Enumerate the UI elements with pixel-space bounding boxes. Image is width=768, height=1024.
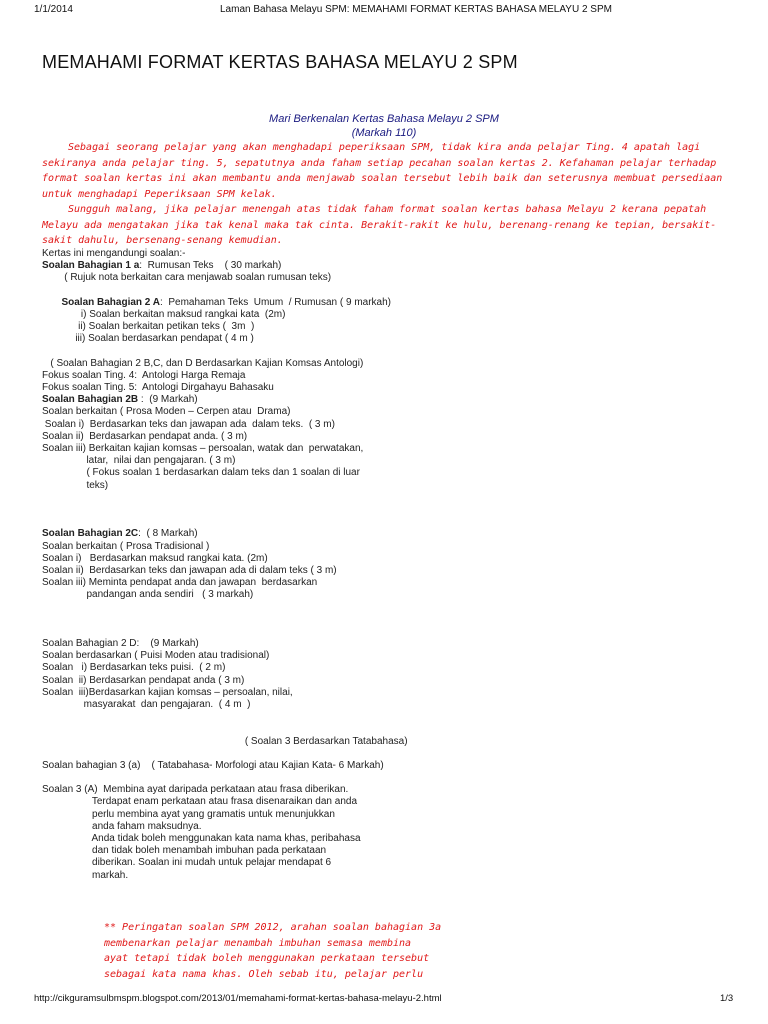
body-line: i) Soalan berkaitan maksud rangkai kata (2m): [42, 308, 286, 320]
body-line: Soalan ii) Berdasarkan pendapat anda. ( 3 m): [42, 430, 248, 442]
body-line: teks): [42, 479, 109, 491]
note-line: sebagai kata nama khas. Oleh sebab itu, pelajar perlu: [104, 968, 424, 980]
print-header-title: Laman Bahasa Melayu SPM: MEMAHAMI FORMAT KERTAS BAHASA MELAYU 2 SPM: [220, 4, 612, 15]
body-line: Anda tidak boleh menggunakan kata nama khas, peribahasa: [42, 833, 361, 844]
body-line: Fokus soalan Ting. 5: Antologi Dirgahayu Bahasaku: [42, 382, 274, 394]
body-line: Soalan berkaitan ( Prosa Moden – Cerpen atau Drama): [42, 406, 291, 418]
body-line: ii) Soalan berkaitan petikan teks ( 3m ): [42, 321, 255, 333]
body-line: latar, nilai dan pengajaran. ( 3 m): [42, 455, 236, 467]
page-title: MEMAHAMI FORMAT KERTAS BAHASA MELAYU 2 SPM: [42, 52, 518, 72]
body-line: Soalan i) Berdasarkan teks puisi. ( 2 m): [42, 662, 226, 674]
body-line: Soalan bahagian 3 (a) ( Tatabahasa- Morfologi atau Kajian Kata- 6 Markah): [42, 759, 384, 771]
note-line: membenarkan pelajar menambah imbuhan semasa membina: [104, 937, 412, 949]
intro-paragraph-2: Sungguh malang, jika pelajar menengah atas tidak faham format soalan kertas bahasa Melayu 2 kerana pepatah Melayu ada mengatakan jika tak kenal maka tak cinta. Berakit-rakit ke hulu, berenang-renang ke tepian, bersakit-sakit dahulu, bersenang-senang kemudian.: [42, 204, 717, 246]
body-line: ( Soalan Bahagian 2 B,C, dan D Berdasarkan Kajian Komsas Antologi): [42, 357, 364, 369]
section-line: [42, 260, 408, 272]
body-line: Soalan iii) Meminta pendapat anda dan jawapan berdasarkan: [42, 577, 318, 589]
body-line: Kertas ini mengandungi soalan:-: [42, 248, 186, 259]
body-line: Terdapat enam perkataan atau frasa disenaraikan dan anda: [42, 796, 358, 808]
section-line: [42, 297, 408, 309]
body-line: anda faham maksudnya.: [42, 820, 202, 832]
body-line: ( Rujuk nota berkaitan cara menjawab soalan rumusan teks): [42, 272, 332, 284]
body-line: Soalan ii) Berdasarkan pendapat anda ( 3 m): [42, 674, 245, 686]
body-line: Soalan iii) Berkaitan kajian komsas – persoalan, watak dan perwatakan,: [42, 443, 364, 454]
body-line: Soalan iii)Berdasarkan kajian komsas – persoalan, nilai,: [42, 686, 293, 698]
section-line: [42, 528, 408, 540]
body-line: ( Soalan 3 Berdasarkan Tatabahasa): [42, 735, 408, 747]
intro-subheading: (Markah 110): [351, 127, 417, 139]
body-line: ( Fokus soalan 1 berdasarkan dalam teks dan 1 soalan di luar: [42, 467, 360, 479]
red-note: [104, 920, 441, 982]
body-line: masyarakat dan pengajaran. ( 4 m ): [42, 698, 251, 710]
section-detail: : ( 8 Markah): [138, 528, 198, 540]
section-heading: Soalan Bahagian 1 a: [42, 260, 140, 272]
body-line: Soalan i) Berdasarkan teks dan jawapan ada dalam teks. ( 3 m): [42, 418, 335, 430]
body-line: pandangan anda sendiri ( 3 markah): [42, 589, 254, 601]
section-detail: : (9 Markah): [138, 394, 198, 406]
intro-text: [42, 140, 742, 249]
section-heading: Soalan Bahagian 2C: [42, 528, 139, 540]
section-line: [42, 394, 408, 406]
body-line: Soalan berdasarkan ( Puisi Moden atau tradisional): [42, 650, 270, 662]
body-line: perlu membina ayat yang gramatis untuk menunjukkan: [42, 808, 335, 820]
note-line: ** Peringatan soalan SPM 2012, arahan soalan bahagian 3a: [104, 922, 442, 933]
body-line: Soalan i) Berdasarkan maksud rangkai kata. (2m): [42, 552, 268, 564]
section-detail: : Pemahaman Teks Umum / Rumusan ( 9 markah): [160, 296, 392, 308]
page-number: 1/3: [720, 993, 734, 1004]
body-line: Soalan ii) Berdasarkan teks dan jawapan ada di dalam teks ( 3 m): [42, 564, 337, 576]
section-detail: : Rumusan Teks ( 30 markah): [139, 260, 282, 272]
body-line: Soalan berkaitan ( Prosa Tradisional ): [42, 540, 210, 552]
document-body: [42, 248, 408, 882]
intro-paragraph-1: Sebagai seorang pelajar yang akan menghadapi peperiksaan SPM, tidak kira anda pelajar Ting. 4 apatah lagi sekiranya anda pelajar ting. 5, sepatutnya anda faham setiap pecahan soalan kertas 2. Kefahaman pelajar terhadap format soalan kertas ini akan membantu anda menjawab soalan tersebut lebih baik dan seterusnya membuat persediaan untuk menghadapi Peperiksaan SPM kelak.: [42, 142, 723, 200]
body-line: diberikan. Soalan ini mudah untuk pelajar mendapat 6: [42, 857, 332, 869]
body-line: iii) Soalan berdasarkan pendapat ( 4 m ): [42, 333, 254, 345]
note-line: ayat tetapi tidak boleh menggunakan perkataan tersebut: [104, 953, 430, 964]
body-line: dan tidak boleh menambah imbuhan pada perkataan: [42, 845, 327, 857]
body-line: Fokus soalan Ting. 4: Antologi Harga Remaja: [42, 369, 246, 381]
print-date: 1/1/2014: [34, 4, 73, 15]
body-line: markah.: [42, 869, 129, 881]
body-line: Soalan 3 (A) Membina ayat daripada perkataan atau frasa diberikan.: [42, 784, 349, 796]
body-line: Soalan Bahagian 2 D: (9 Markah): [42, 638, 199, 649]
section-heading: Soalan Bahagian 2 A: [42, 296, 160, 308]
section-heading: Soalan Bahagian 2B: [42, 394, 139, 406]
footer-url: http://cikguramsulbmspm.blogspot.com/2013/01/memahami-format-kertas-bahasa-melayu-2.html: [34, 993, 442, 1004]
intro-heading: Mari Berkenalan Kertas Bahasa Melayu 2 SPM: [269, 113, 499, 125]
